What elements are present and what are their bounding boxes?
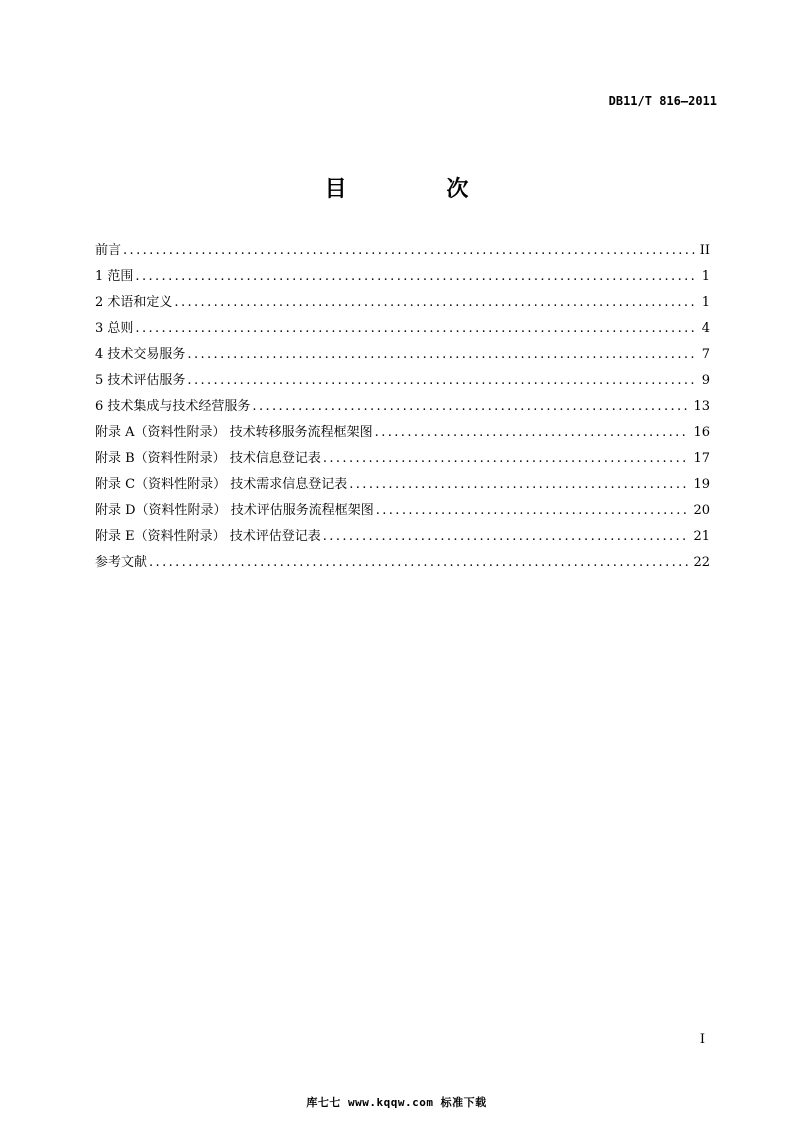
toc-entry-page: 13 — [693, 399, 710, 414]
toc-entry-label: 参考文献 — [95, 555, 148, 570]
toc-entry-page: 19 — [693, 477, 710, 492]
footer-watermark: 库七七 www.kqqw.com 标准下载 — [306, 1096, 487, 1109]
toc-entry-page: 21 — [693, 529, 710, 544]
toc-entry-label: 附录 B（资料性附录） 技术信息登记表 — [95, 451, 321, 466]
toc-entry-label: 前言 — [95, 243, 122, 258]
toc-dot-leader — [187, 368, 697, 394]
toc-dot-leader — [375, 420, 690, 446]
toc-entry-label: 6 技术集成与技术经营服务 — [95, 399, 251, 414]
toc-entry-general[interactable] — [95, 316, 710, 342]
toc-entry-label: 附录 E（资料性附录） 技术评估登记表 — [95, 529, 321, 544]
toc-entry-page: 20 — [693, 503, 710, 518]
toc-dot-leader — [135, 264, 697, 290]
toc-entry-page: II — [699, 243, 710, 258]
page-title: 目 次 — [324, 176, 515, 202]
toc-entry-trading[interactable] — [95, 342, 710, 368]
toc-entry-label: 2 术语和定义 — [95, 295, 173, 310]
toc-dot-leader — [135, 316, 697, 342]
toc-entry-label: 3 总则 — [95, 321, 134, 336]
toc-dot-leader — [349, 472, 689, 498]
toc-dot-leader — [323, 446, 690, 472]
standard-code: DB11/T 816—2011 — [608, 94, 717, 108]
toc-entry-page: 1 — [701, 269, 710, 284]
table-of-contents — [95, 238, 710, 576]
toc-dot-leader — [323, 524, 690, 550]
toc-entry-assessment[interactable] — [95, 368, 710, 394]
toc-entry-label: 附录 C（资料性附录） 技术需求信息登记表 — [95, 477, 348, 492]
toc-entry-scope[interactable] — [95, 264, 710, 290]
toc-dot-leader — [252, 394, 689, 420]
toc-entry-appendix-a[interactable] — [95, 420, 710, 446]
toc-dot-leader — [187, 342, 697, 368]
toc-entry-appendix-c[interactable] — [95, 472, 710, 498]
toc-entry-terms[interactable] — [95, 290, 710, 316]
toc-entry-page: 4 — [701, 321, 710, 336]
toc-entry-appendix-e[interactable] — [95, 524, 710, 550]
toc-entry-page: 22 — [693, 555, 710, 570]
toc-entry-page: 17 — [693, 451, 710, 466]
toc-entry-appendix-d[interactable] — [95, 498, 710, 524]
toc-entry-label: 附录 A（资料性附录） 技术转移服务流程框架图 — [95, 425, 373, 440]
toc-entry-label: 5 技术评估服务 — [95, 373, 186, 388]
toc-dot-leader — [123, 238, 696, 264]
toc-entry-page: 7 — [701, 347, 710, 362]
toc-entry-references[interactable] — [95, 550, 710, 576]
toc-entry-appendix-b[interactable] — [95, 446, 710, 472]
toc-dot-leader — [376, 498, 690, 524]
toc-entry-page: 9 — [701, 373, 710, 388]
toc-entry-label: 4 技术交易服务 — [95, 347, 186, 362]
toc-entry-foreword[interactable] — [95, 238, 710, 264]
toc-entry-label: 附录 D（资料性附录） 技术评估服务流程框架图 — [95, 503, 374, 518]
toc-dot-leader — [174, 290, 697, 316]
toc-entry-page: 16 — [693, 425, 710, 440]
toc-entry-label: 1 范围 — [95, 269, 134, 284]
toc-entry-page: 1 — [701, 295, 710, 310]
page-number: I — [699, 1032, 705, 1047]
toc-dot-leader — [149, 550, 689, 576]
toc-entry-integration[interactable] — [95, 394, 710, 420]
